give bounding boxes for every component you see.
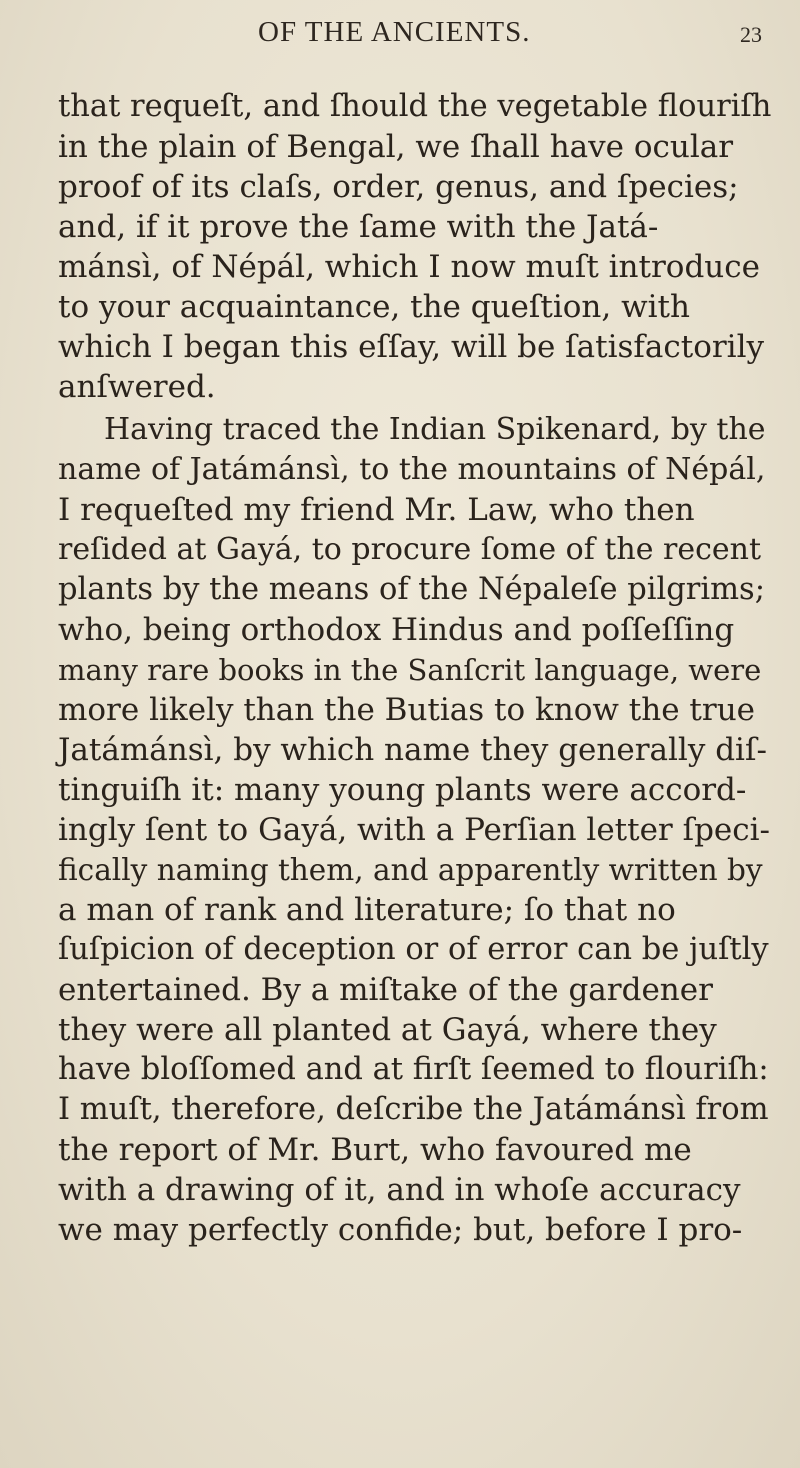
text-line-15: many rare books in the Sanſcrit language, were — [58, 653, 762, 687]
text-line-14: who, being orthodox Hindus and poſſeſſing — [58, 612, 735, 648]
text-line-8: anſwered. — [58, 369, 216, 405]
text-line-20: fically naming them, and apparently written by — [58, 853, 763, 887]
text-line-3: proof of its claſs, order, genus, and ſpecies; — [58, 169, 739, 205]
text-line-29: we may perfectly confide; but, before I pro- — [58, 1212, 743, 1248]
running-head: OF THE ANCIENTS. — [258, 16, 531, 48]
text-line-5: mánsì, of Népál, which I now muſt introduce — [58, 249, 760, 285]
text-line-10: name of Jatámánsì, to the mountains of Népál, — [58, 452, 766, 487]
text-line-26: I muſt, therefore, deſcribe the Jatámánsì from — [58, 1092, 769, 1127]
text-line-6: to your acquaintance, the queſtion, with — [58, 289, 690, 325]
text-line-28: with a drawing of it, and in whoſe accuracy — [58, 1172, 741, 1208]
text-line-9: Having traced the Indian Spikenard, by the — [104, 412, 766, 447]
text-line-7: which I began this eſſay, will be ſatisfactorily — [58, 329, 765, 365]
text-line-22: ſuſpicion of deception or of error can be juſtly — [58, 932, 769, 967]
page-header — [0, 16, 800, 56]
text-line-2: in the plain of Bengal, we ſhall have ocular — [58, 129, 734, 165]
text-line-21: a man of rank and literature; ſo that no — [58, 892, 676, 928]
text-line-1: that requeſt, and ſhould the vegetable flouriſh — [58, 89, 772, 124]
text-line-4: and, if it prove the ſame with the Jatá- — [58, 209, 659, 245]
text-line-23: entertained. By a miſtake of the gardener — [58, 972, 713, 1008]
text-line-24: they were all planted at Gayá, where they — [58, 1012, 717, 1048]
text-line-25: have bloſſomed and at firſt ſeemed to flouriſh: — [58, 1052, 769, 1087]
text-line-17: Jatámánsì, by which name they generally diſ- — [58, 732, 767, 768]
text-line-18: tinguiſh it: many young plants were accord- — [58, 772, 747, 808]
text-line-27: the report of Mr. Burt, who favoured me — [58, 1132, 692, 1168]
text-line-13: plants by the means of the Népaleſe pilgrims; — [58, 572, 765, 607]
text-line-11: I requeſted my friend Mr. Law, who then — [58, 492, 695, 528]
text-line-19: ingly ſent to Gayá, with a Perſian letter ſpeci- — [58, 812, 771, 848]
page-number: 23 — [740, 22, 762, 47]
text-line-16: more likely than the Butias to know the true — [58, 692, 756, 728]
text-line-12: reſided at Gayá, to procure ſome of the recent — [58, 532, 762, 567]
